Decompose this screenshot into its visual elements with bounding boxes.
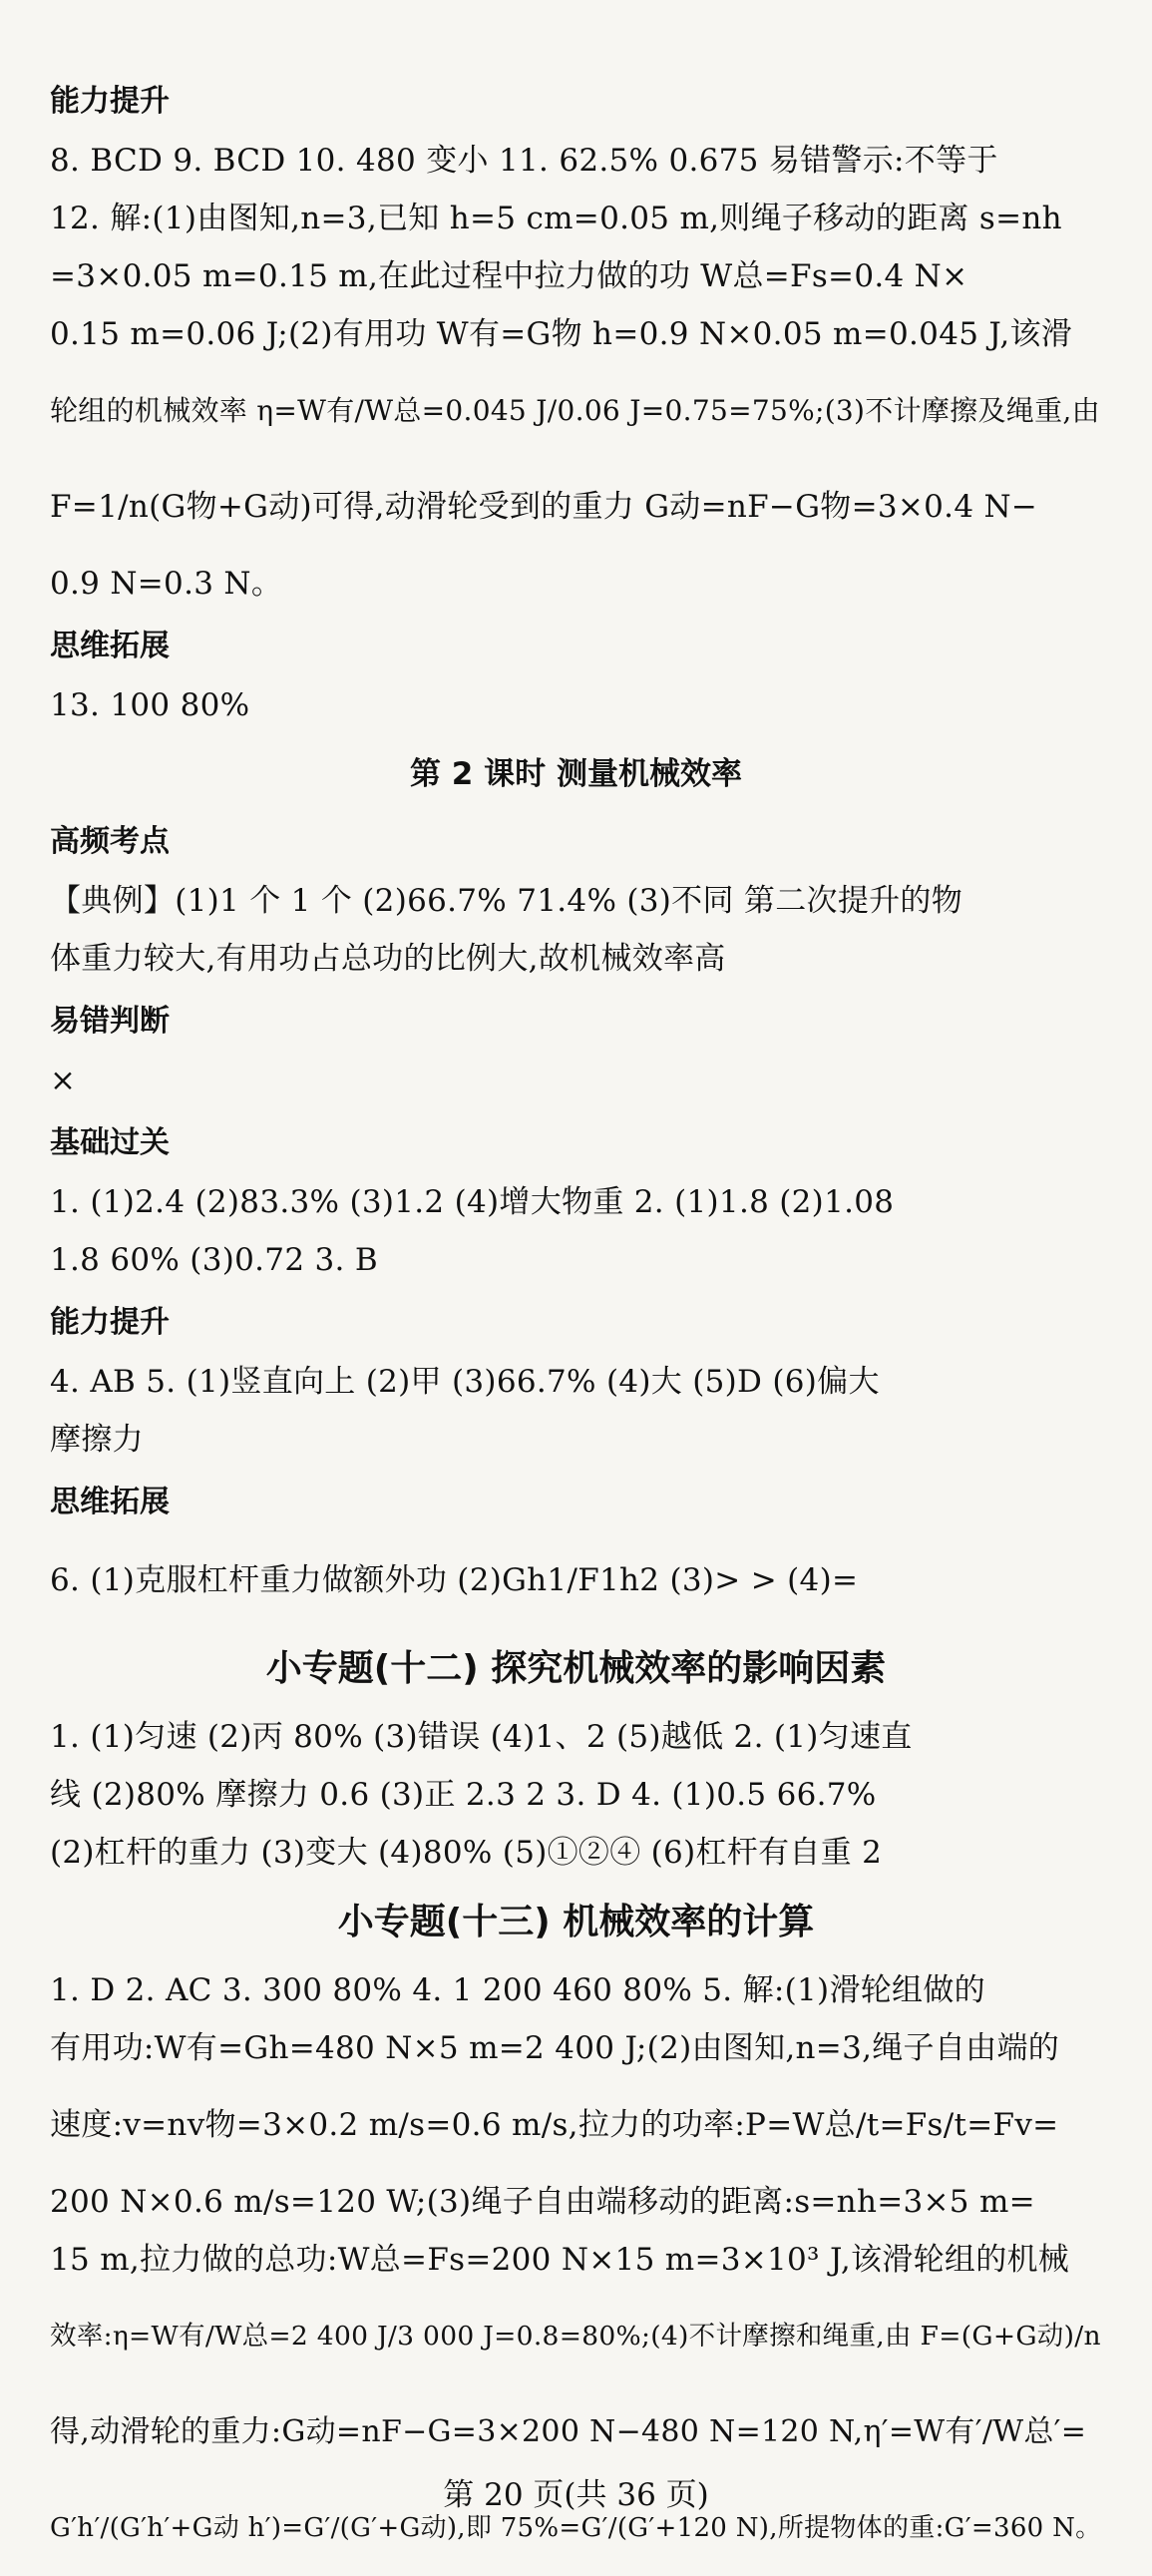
section-heading: 思维拓展 [50,629,170,663]
answer-line: 摩擦力 [50,1422,144,1458]
section-heading: 高频考点 [50,824,170,859]
answer-line: 线 (2)80% 摩擦力 0.6 (3)正 2.3 2 3. D 4. (1)0.5 66.7% [50,1777,877,1813]
answer-line: 13. 100 80% [50,687,250,723]
answer-line: 1.8 60% (3)0.72 3. B [50,1242,378,1278]
answer-line: 体重力较大,有用功占总功的比例大,故机械效率高 [50,941,726,977]
answer-line: (2)杠杆的重力 (3)变大 (4)80% (5)①②④ (6)杠杆有自重 2 [50,1835,883,1871]
page-number: 第 20 页(共 36 页) [443,2477,709,2513]
section-heading: 基础过关 [50,1125,170,1160]
answer-line: 1. (1)2.4 (2)83.3% (3)1.2 (4)增大物重 2. (1)1.8 (2)1.08 [50,1184,895,1220]
answer-line: 4. AB 5. (1)竖直向上 (2)甲 (3)66.7% (4)大 (5)D (6)偏大 [50,1364,880,1400]
answer-line: F=1/n(G物+G动)可得,动滑轮受到的重力 G动=nF−G物=3×0.4 N− [50,489,1038,525]
answer-line: 速度:v=nv物=3×0.2 m/s=0.6 m/s,拉力的功率:P=W总/t=Fs/t=Fv= [50,2107,1059,2143]
answer-line: =3×0.05 m=0.15 m,在此过程中拉力做的功 W总=Fs=0.4 N× [50,258,968,294]
answer-line: 0.9 N=0.3 N。 [50,566,283,602]
lesson-title: 第 2 课时 测量机械效率 [410,756,742,792]
topic-title: 小专题(十三) 机械效率的计算 [337,1902,815,1942]
section-heading: 能力提升 [50,1305,170,1340]
answer-line: 0.15 m=0.06 J;(2)有用功 W有=G物 h=0.9 N×0.05 m=0.045 J,该滑 [50,316,1073,352]
section-heading: 能力提升 [50,84,170,119]
answer-line: 有用功:W有=Gh=480 N×5 m=2 400 J;(2)由图知,n=3,绳子自由端的 [50,2030,1060,2066]
answer-line: 8. BCD 9. BCD 10. 480 变小 11. 62.5% 0.675 易错警示:不等于 [50,143,998,179]
answer-line: 1. D 2. AC 3. 300 80% 4. 1 200 460 80% 5. 解:(1)滑轮组做的 [50,1972,985,2008]
answer-line: × [50,1063,77,1098]
answer-line: 得,动滑轮的重力:G动=nF−G=3×200 N−480 N=120 N,η′=W有′/W总′= [50,2414,1087,2449]
answer-line: 效率:η=W有/W总=2 400 J/3 000 J=0.8=80%;(4)不计摩擦和绳重,由 F=(G+G动)/n [50,2321,1101,2352]
answer-line: 1. (1)匀速 (2)丙 80% (3)错误 (4)1、2 (5)越低 2. (1)匀速直 [50,1719,913,1755]
answer-line: 6. (1)克服杠杆重力做额外功 (2)Gh1/F1h2 (3)> > (4)= [50,1562,859,1598]
section-heading: 易错判断 [50,1004,170,1039]
answer-line: G′h′/(G′h′+G动 h′)=G′/(G′+G动),即 75%=G′/(G′+120 N),所提物体的重:G′=360 N。 [50,2513,1102,2543]
answer-line: 12. 解:(1)由图知,n=3,已知 h=5 cm=0.05 m,则绳子移动的距离 s=nh [50,201,1062,236]
section-heading: 思维拓展 [50,1485,170,1519]
answer-line: 轮组的机械效率 η=W有/W总=0.045 J/0.06 J=0.75=75%;(3)不计摩擦及绳重,由 [50,394,1100,427]
answer-line: 200 N×0.6 m/s=120 W;(3)绳子自由端移动的距离:s=nh=3×5 m= [50,2184,1035,2220]
answer-line: 15 m,拉力做的总功:W总=Fs=200 N×15 m=3×10³ J,该滑轮组的机械 [50,2242,1070,2278]
answer-line: 【典例】(1)1 个 1 个 (2)66.7% 71.4% (3)不同 第二次提升的物 [50,883,963,919]
topic-title: 小专题(十二) 探究机械效率的影响因素 [265,1648,887,1689]
